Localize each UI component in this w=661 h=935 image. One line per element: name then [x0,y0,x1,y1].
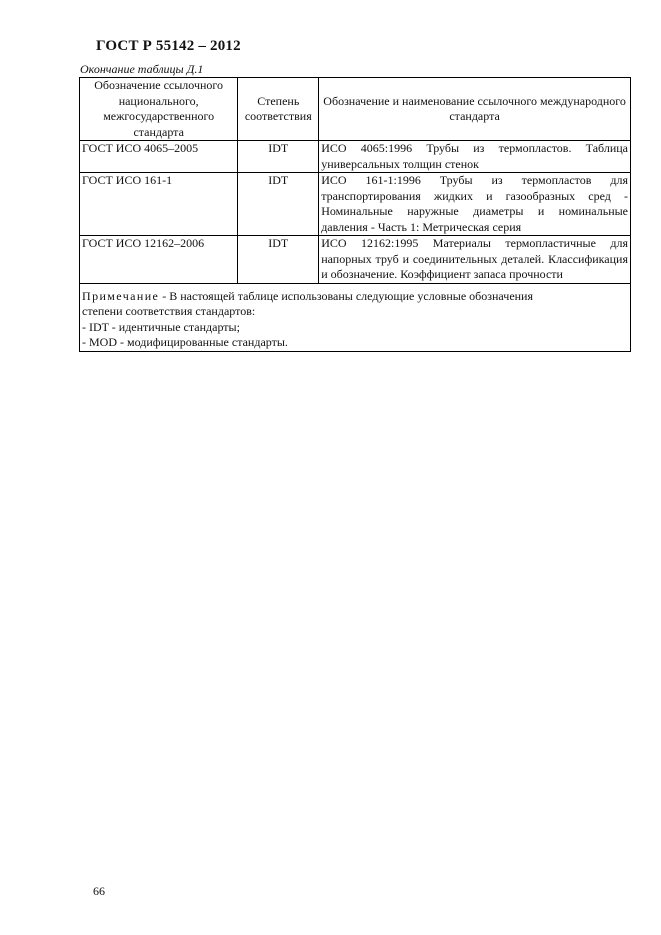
international-standard-cell: ИСО 4065:1996 Трубы из термопластов. Таблица универсальных толщин стенок [319,141,631,173]
page-number: 66 [93,884,105,898]
note-second-line: степени соответствия стандартов: [82,304,256,318]
national-standard-cell: ГОСТ ИСО 4065–2005 [80,141,238,173]
degree-cell: IDT [238,173,319,236]
document-header: ГОСТ Р 55142 – 2012 [96,38,241,54]
national-standard-cell: ГОСТ ИСО 161-1 [80,173,238,236]
degree-cell: IDT [238,236,319,284]
column-header-national: Обозначение ссылочного национального, межгосударственного стандарта [80,78,238,141]
international-standard-cell: ИСО 161-1:1996 Трубы из термопластов для транспортирования жидких и газообразных сред - Номинальные наружные диаметры и номинальные давления - Часть 1: Метрическая серия [319,173,631,236]
table-caption: Окончание таблицы Д.1 [80,62,204,76]
international-standard-cell: ИСО 12162:1995 Материалы термопластичные для напорных труб и соединительных деталей. Классификация и обозначение. Коэффициент запаса прочности [319,236,631,284]
reference-standards-table [79,77,631,352]
degree-cell: IDT [238,141,319,173]
note-text: - В настоящей таблице использованы следующие условные обозначения [159,288,534,303]
column-header-international: Обозначение и наименование ссылочного международного стандарта [319,78,631,141]
note-item-idt: - IDT - идентичные стандарты; [82,319,240,334]
table-note-row [80,283,631,351]
table-note [80,283,631,351]
table-header-row [80,78,631,141]
column-header-degree: Степень соответствия [238,78,319,141]
table-row [80,173,631,236]
table-row [80,236,631,284]
note-first-line [82,289,628,305]
table-row [80,141,631,173]
note-item-mod: - MOD - модифицированные стандарты. [82,335,288,349]
national-standard-cell: ГОСТ ИСО 12162–2006 [80,236,238,284]
note-label: Примечание [82,288,160,303]
